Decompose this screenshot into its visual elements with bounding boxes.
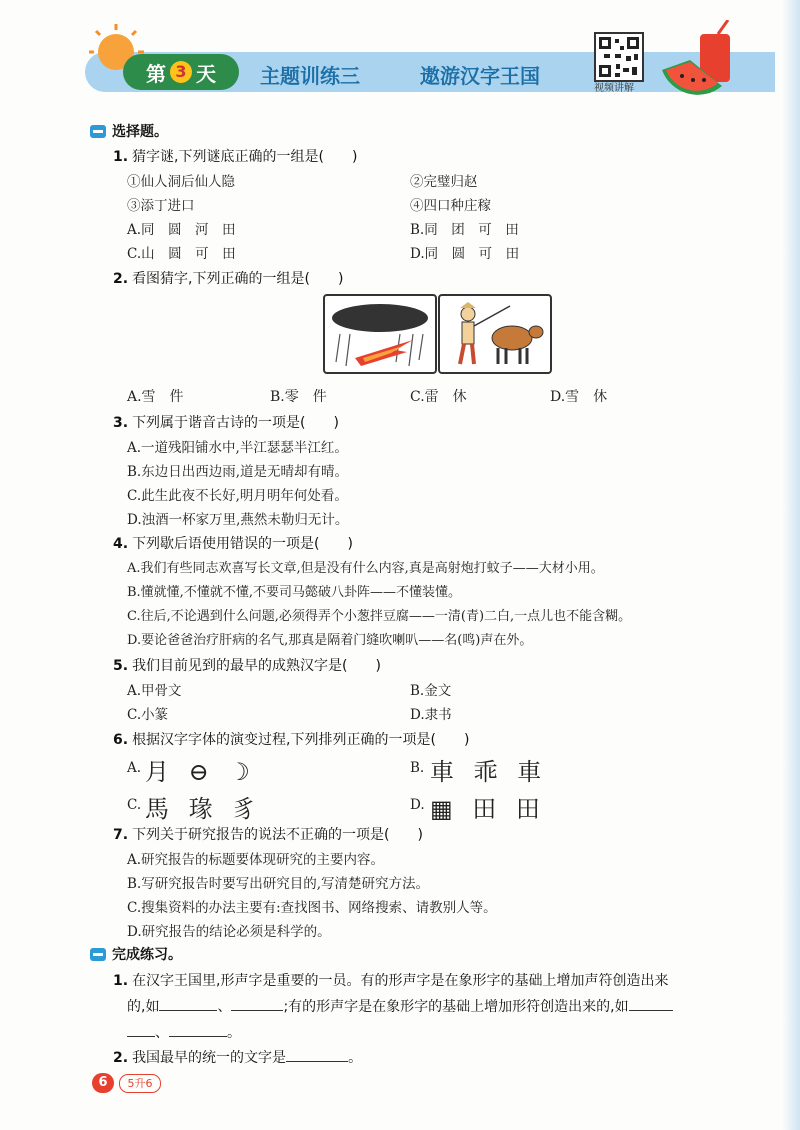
fill-1-line-2: [127, 996, 673, 1016]
fill1-text-2b: ;有的形声字是在象形字的基础上增加形符创造出来的,如: [283, 999, 629, 1015]
fill1-blank-2[interactable]: [231, 996, 283, 1011]
q3-option-b[interactable]: B.东边日出西边雨,道是无晴却有晴。: [127, 464, 349, 480]
theme-title: 主题训练三: [260, 64, 360, 88]
q6-option-b-glyphs: 車 乖 車: [430, 758, 548, 786]
q4-stem: 下列歇后语使用错误的一项是( ): [132, 536, 353, 552]
question-4: [113, 533, 353, 553]
section-fill-label: 完成练习。: [112, 947, 182, 963]
book-code: 5升6: [119, 1074, 161, 1093]
q7-stem: 下列关于研究报告的说法不正确的一项是( ): [132, 827, 423, 843]
fill2-blank[interactable]: [286, 1047, 348, 1062]
fill-2: [113, 1047, 362, 1067]
fill1-blank-1[interactable]: [159, 996, 217, 1011]
q3-option-a[interactable]: A.一道残阳铺水中,半江瑟瑟半江红。: [127, 440, 348, 456]
q5-option-d[interactable]: D.隶书: [410, 707, 452, 723]
q6-option-a-glyphs: 月 ⊖ ☽: [145, 758, 256, 786]
q7-option-b[interactable]: B.写研究报告时要写出研究目的,写清楚研究方法。: [127, 876, 430, 892]
day-suffix: 天: [196, 61, 216, 86]
farmer-ox-picture: [438, 294, 552, 374]
q5-option-b[interactable]: B.金文: [410, 683, 452, 699]
fill-1-line-3: [127, 1022, 241, 1042]
q4-number: 4.: [113, 536, 129, 552]
fill1-number: 1.: [113, 973, 129, 989]
section-fill-heading: [90, 944, 182, 964]
fill1-blank-3b[interactable]: [127, 1022, 155, 1037]
q5-stem: 我们目前见到的最早的成熟汉字是( ): [132, 658, 381, 674]
day-prefix: 第: [146, 61, 166, 86]
day-badge: [123, 54, 239, 90]
page-title: 遨游汉字王国: [420, 64, 540, 88]
q1-option-a[interactable]: A.同 圆 河 田: [127, 222, 236, 238]
fill2-period: 。: [348, 1050, 363, 1066]
q6-option-b-label[interactable]: B.: [410, 760, 425, 776]
q1-riddle-4: ④四口种庄稼: [410, 198, 491, 214]
q7-option-d[interactable]: D.研究报告的结论必须是科学的。: [127, 924, 331, 940]
fill1-separator: 、: [217, 999, 232, 1015]
day-number: 3: [170, 61, 192, 83]
q2-option-b[interactable]: B.零 件: [270, 389, 327, 405]
q6-option-c-label[interactable]: C.: [127, 797, 142, 813]
q3-option-d[interactable]: D.浊酒一杯家万里,燕然未勒归无计。: [127, 512, 349, 528]
fill2-text: 我国最早的统一的文字是: [132, 1050, 287, 1066]
fill1-blank-3a[interactable]: [629, 996, 673, 1011]
q6-option-d-glyphs: ▦ 田 田: [430, 795, 546, 823]
storm-picture: [323, 294, 437, 374]
q2-option-c[interactable]: C.雷 休: [410, 389, 467, 405]
q2-option-a[interactable]: A.雪 件: [127, 389, 184, 405]
fill1-separator-2: 、: [155, 1025, 169, 1041]
q2-number: 2.: [113, 271, 129, 287]
page-number: 6: [92, 1073, 114, 1093]
fill2-number: 2.: [113, 1050, 129, 1066]
question-7: [113, 824, 423, 844]
q5-number: 5.: [113, 658, 129, 674]
q4-option-d[interactable]: D.要论爸爸治疗肝病的名气,那真是隔着门缝吹喇叭——名(鸣)声在外。: [127, 633, 533, 648]
fill1-text-2a: 的,如: [127, 999, 160, 1015]
q4-option-c[interactable]: C.往后,不论遇到什么问题,必须得弄个小葱拌豆腐——一清(青)二白,一点儿也不能含糊。: [127, 609, 632, 624]
section-choice-label: 选择题。: [112, 124, 168, 140]
q5-option-a[interactable]: A.甲骨文: [127, 683, 182, 699]
section-choice-heading: [90, 121, 168, 141]
q4-option-b[interactable]: B.懂就懂,不懂就不懂,不要司马懿破八卦阵——不懂装懂。: [127, 585, 461, 600]
q3-stem: 下列属于谐音古诗的一项是( ): [132, 415, 339, 431]
q1-option-b[interactable]: B.同 团 可 田: [410, 222, 519, 238]
question-1: [113, 146, 357, 166]
q6-option-a-label[interactable]: A.: [127, 760, 142, 776]
q1-riddle-3: ③添丁进口: [127, 198, 195, 214]
question-5: [113, 655, 381, 675]
q1-riddle-2: ②完璧归赵: [410, 174, 478, 190]
fill1-text-1: 在汉字王国里,形声字是重要的一员。有的形声字是在象形字的基础上增加声符创造出来: [132, 973, 669, 989]
q7-number: 7.: [113, 827, 129, 843]
farmer-ox-icon: [440, 296, 550, 372]
q6-stem: 根据汉字字体的演变过程,下列排列正确的一项是( ): [132, 732, 470, 748]
q6-number: 6.: [113, 732, 129, 748]
q2-option-d[interactable]: D.雪 休: [550, 389, 608, 405]
q1-number: 1.: [113, 149, 129, 165]
question-2: [113, 268, 343, 288]
watermelon-juice-icon: [660, 20, 750, 98]
q1-stem: 猜字谜,下列谜底正确的一组是( ): [132, 149, 358, 165]
qr-code-icon[interactable]: [594, 32, 644, 82]
thundercloud-fire-icon: [325, 296, 435, 372]
q4-option-a[interactable]: A.我们有些同志欢喜写长文章,但是没有什么内容,真是高射炮打蚊子——大材小用。: [127, 561, 604, 576]
question-6: [113, 729, 469, 749]
q6-option-c-glyphs: 馬 瑑 豸: [145, 795, 263, 823]
q7-option-a[interactable]: A.研究报告的标题要体现研究的主要内容。: [127, 852, 385, 868]
fill-1-line-1: [113, 970, 669, 990]
section-marker-icon: [90, 125, 106, 138]
q1-option-d[interactable]: D.同 圆 可 田: [410, 246, 520, 262]
qr-label: 视频讲解: [594, 83, 634, 94]
page-edge: [782, 0, 800, 1130]
q1-option-c[interactable]: C.山 圆 可 田: [127, 246, 236, 262]
q5-option-c[interactable]: C.小篆: [127, 707, 169, 723]
q3-option-c[interactable]: C.此生此夜不长好,明月明年何处看。: [127, 488, 348, 504]
fill1-period: 。: [227, 1025, 241, 1041]
section-marker-icon: [90, 948, 106, 961]
fill1-blank-4[interactable]: [169, 1022, 227, 1037]
q7-option-c[interactable]: C.搜集资料的办法主要有:查找图书、网络搜索、请教别人等。: [127, 900, 497, 916]
question-3: [113, 412, 339, 432]
q3-number: 3.: [113, 415, 129, 431]
q2-stem: 看图猜字,下列正确的一组是( ): [132, 271, 344, 287]
q6-option-d-label[interactable]: D.: [410, 797, 425, 813]
q1-riddle-1: ①仙人洞后仙人隐: [127, 174, 235, 190]
